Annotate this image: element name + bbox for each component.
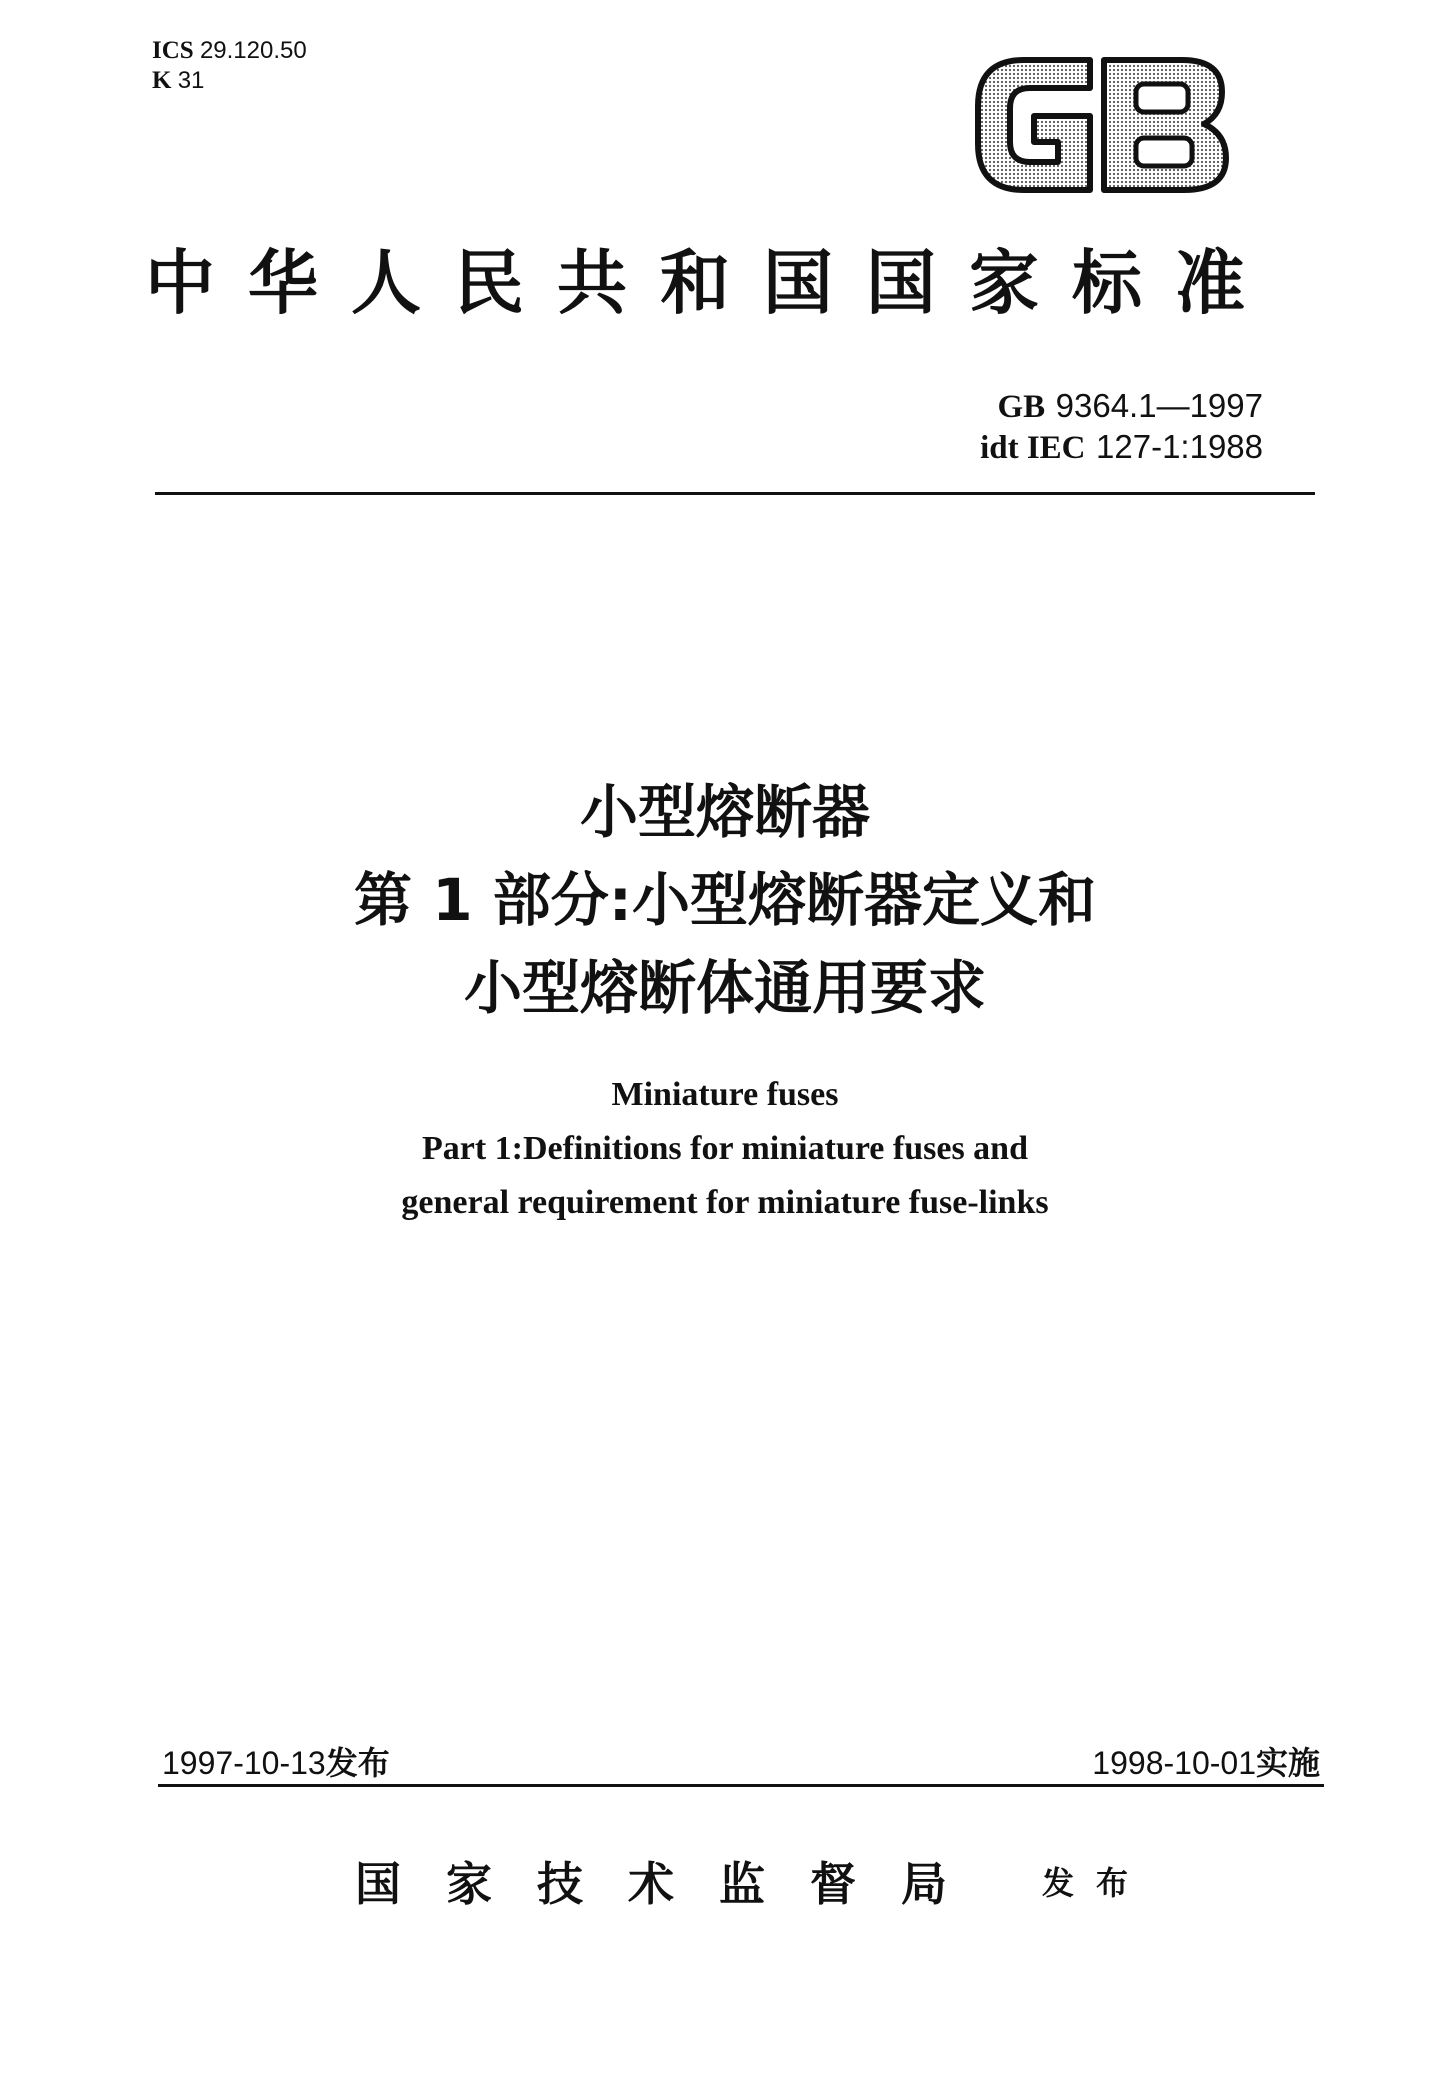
implementation-date-suffix: 实施 — [1255, 1744, 1320, 1782]
chinese-title — [0, 768, 1450, 1032]
standard-number-block — [980, 386, 1263, 468]
k-code — [152, 66, 307, 96]
issuer-suffix: 发布 — [1042, 1864, 1151, 1902]
implementation-date — [1092, 1738, 1320, 1784]
ics-value: 29.120.50 — [199, 37, 307, 64]
issue-date-suffix: 发布 — [325, 1744, 390, 1782]
english-title — [0, 1068, 1450, 1230]
gb-number — [980, 386, 1263, 427]
issue-date — [162, 1738, 390, 1784]
issuer-name: 国家技术监督局 — [355, 1857, 992, 1911]
idt-value: 127-1:1988 — [1096, 428, 1263, 465]
standard-title: 中华人民共和国国家标准 — [145, 241, 1278, 324]
chinese-title-line-1: 小型熔断器 — [579, 778, 870, 846]
k-value: 31 — [177, 67, 205, 94]
idt-label: idt IEC — [980, 430, 1086, 466]
english-title-line-3: general requirement for miniature fuse-links — [401, 1184, 1049, 1221]
idt-number — [980, 427, 1263, 468]
classification-codes — [152, 36, 307, 96]
gb-logo — [972, 52, 1232, 198]
chinese-title-line-2: 第 1 部分:小型熔断器定义和 — [354, 866, 1096, 934]
english-title-line-1: Miniature fuses — [611, 1076, 839, 1113]
bottom-divider — [158, 1784, 1324, 1787]
top-divider — [155, 492, 1315, 495]
issue-date-value: 1997-10-13 — [162, 1745, 326, 1781]
gb-label: GB — [997, 389, 1046, 425]
gb-value: 9364.1—1997 — [1055, 387, 1263, 424]
english-title-line-2: Part 1:Definitions for miniature fuses and — [421, 1130, 1028, 1167]
ics-label: ICS — [152, 37, 194, 64]
chinese-title-line-3: 小型熔断体通用要求 — [463, 954, 986, 1022]
implementation-date-value: 1998-10-01 — [1092, 1745, 1256, 1781]
gb-logo-mark — [972, 52, 1232, 198]
k-label: K — [152, 67, 172, 94]
ics-code — [152, 36, 307, 66]
